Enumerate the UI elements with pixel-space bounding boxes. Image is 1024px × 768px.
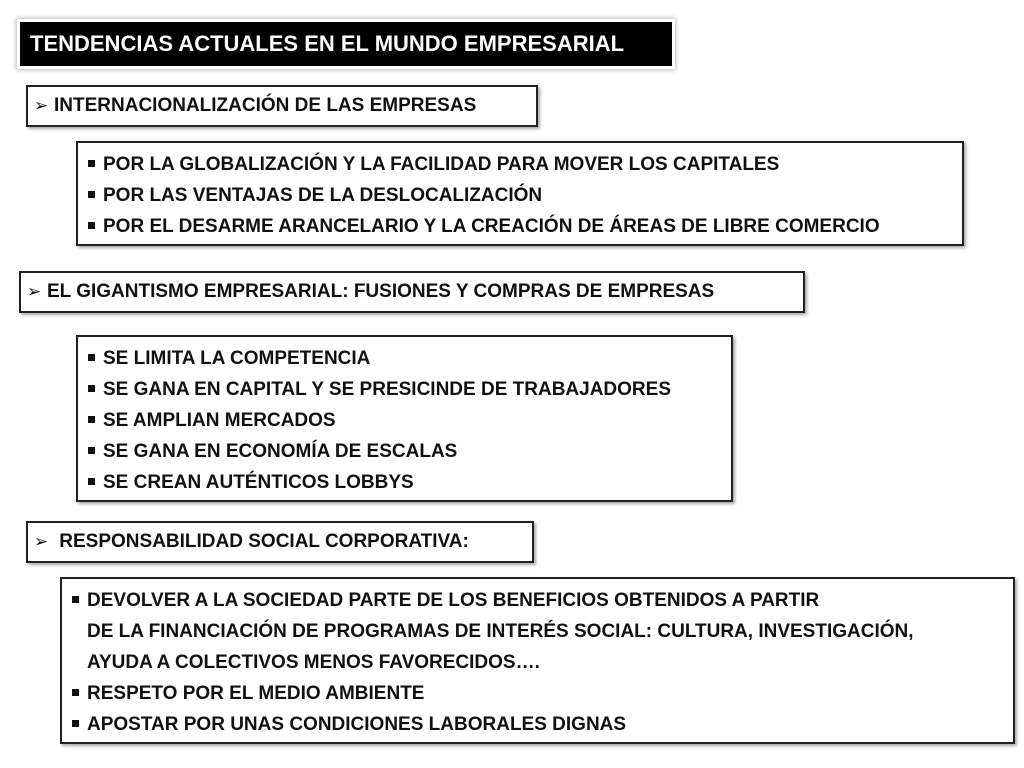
section-heading-responsabilidad xyxy=(26,521,534,563)
section-list-gigantismo xyxy=(76,335,733,502)
square-bullet-icon xyxy=(88,478,95,485)
list-item: SE GANA EN ECONOMÍA DE ESCALAS xyxy=(88,436,731,467)
square-bullet-icon xyxy=(88,160,95,167)
section-list-internacionalizacion xyxy=(76,141,964,246)
list-item: SE AMPLIAN MERCADOS xyxy=(88,405,731,436)
arrow-bullet-icon: ➢ xyxy=(34,532,49,551)
section-list-responsabilidad xyxy=(60,577,1015,744)
list-item-continuation: AYUDA A COLECTIVOS MENOS FAVORECIDOS…. xyxy=(87,652,540,673)
square-bullet-icon xyxy=(72,720,79,727)
list-item: POR LA GLOBALIZACIÓN Y LA FACILIDAD PARA MOVER LOS CAPITALES xyxy=(88,149,962,180)
list-item: APOSTAR POR UNAS CONDICIONES LABORALES DIGNAS xyxy=(72,709,1013,740)
list-item: SE GANA EN CAPITAL Y SE PRESICINDE DE TRABAJADORES xyxy=(88,374,731,405)
section-heading-internacionalizacion xyxy=(26,85,538,127)
square-bullet-icon xyxy=(88,191,95,198)
square-bullet-icon xyxy=(88,447,95,454)
section-heading-text: INTERNACIONALIZACIÓN DE LAS EMPRESAS xyxy=(54,95,477,116)
list-item: SE CREAN AUTÉNTICOS LOBBYS xyxy=(88,467,731,498)
page-title: TENDENCIAS ACTUALES EN EL MUNDO EMPRESARIAL xyxy=(20,22,672,66)
square-bullet-icon xyxy=(88,222,95,229)
square-bullet-icon xyxy=(88,354,95,361)
list-item: SE LIMITA LA COMPETENCIA xyxy=(88,343,731,374)
list-item: POR LAS VENTAJAS DE LA DESLOCALIZACIÓN xyxy=(88,180,962,211)
square-bullet-icon xyxy=(88,385,95,392)
list-item: DEVOLVER A LA SOCIEDAD PARTE DE LOS BENEFICIOS OBTENIDOS A PARTIR xyxy=(72,585,1013,616)
section-heading-gigantismo xyxy=(19,271,805,313)
square-bullet-icon xyxy=(72,689,79,696)
square-bullet-icon xyxy=(72,596,79,603)
list-item: RESPETO POR EL MEDIO AMBIENTE xyxy=(72,678,1013,709)
arrow-bullet-icon: ➢ xyxy=(34,96,49,115)
section-heading-text: RESPONSABILIDAD SOCIAL CORPORATIVA: xyxy=(54,531,469,552)
section-heading-text: EL GIGANTISMO EMPRESARIAL: FUSIONES Y COMPRAS DE EMPRESAS xyxy=(47,281,715,302)
arrow-bullet-icon: ➢ xyxy=(27,282,42,301)
list-item: POR EL DESARME ARANCELARIO Y LA CREACIÓN DE ÁREAS DE LIBRE COMERCIO xyxy=(88,211,962,242)
square-bullet-icon xyxy=(88,416,95,423)
list-item-continuation: DE LA FINANCIACIÓN DE PROGRAMAS DE INTERÉS SOCIAL: CULTURA, INVESTIGACIÓN, xyxy=(87,621,914,642)
